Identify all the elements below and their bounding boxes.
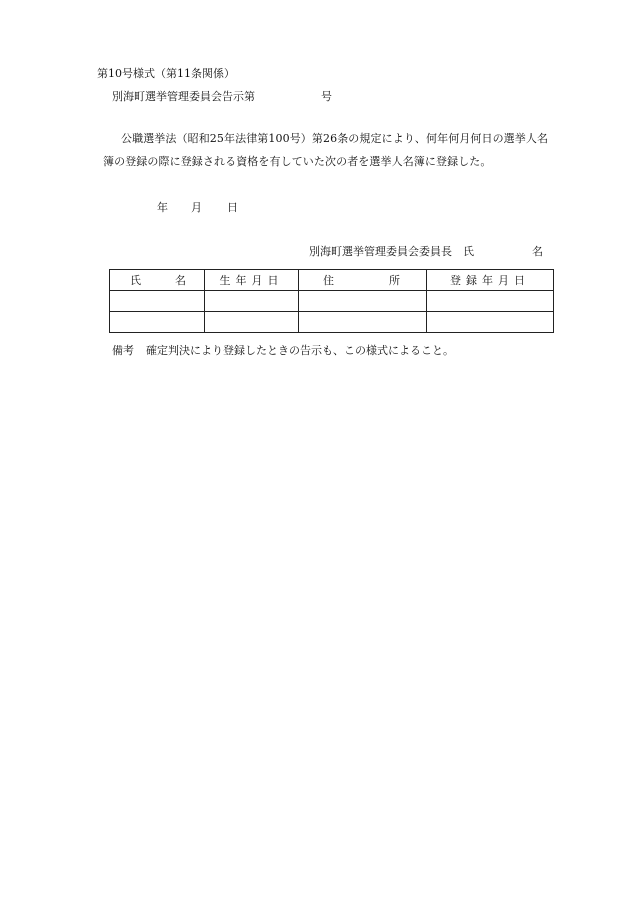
table-cell [110,291,205,312]
header-name-char-1: 氏 [130,273,141,287]
header-name [110,270,205,291]
register-table [109,269,554,333]
notice-number-label: 号 [321,90,332,103]
header-birthdate [205,270,299,291]
table-cell [205,312,299,333]
notice-title: 別海町選挙管理委員会告示第 [112,90,255,103]
header-address-char-1: 住 [323,273,334,287]
table-cell [299,312,427,333]
header-birthdate-label: 生年月日 [219,273,284,287]
table-row [110,291,554,312]
body-text-line-1: 公職選挙法（昭和25年法律第100号）第26条の規定により、何年何月何日の選挙人名 [121,132,549,145]
header-registration-date [427,270,554,291]
form-number: 第10号様式（第11条関係） [97,67,235,80]
date-month-label: 月 [191,201,202,214]
header-address-char-2: 所 [389,273,400,287]
table-cell [205,291,299,312]
remarks [112,345,454,356]
date-year-label: 年 [157,201,168,214]
table-row [110,312,554,333]
signer-name-suffix: 名 [532,245,543,258]
body-text-line-2: 簿の登録の際に登録される資格を有していた次の者を選挙人名簿に登録した。 [103,155,492,168]
table-cell [110,312,205,333]
header-address [299,270,427,291]
table-cell [427,291,554,312]
date-day-label: 日 [227,201,238,214]
table-cell [299,291,427,312]
table-header-row [110,270,554,291]
remarks-text: 確定判決により登録したときの告示も、この様式によること。 [146,344,454,357]
remarks-label: 備考 [112,344,134,357]
header-name-char-2: 名 [175,273,186,287]
table-cell [427,312,554,333]
signer-title: 別海町選挙管理委員会委員長 氏 [309,245,474,258]
header-registration-date-label: 登録年月日 [450,273,530,287]
